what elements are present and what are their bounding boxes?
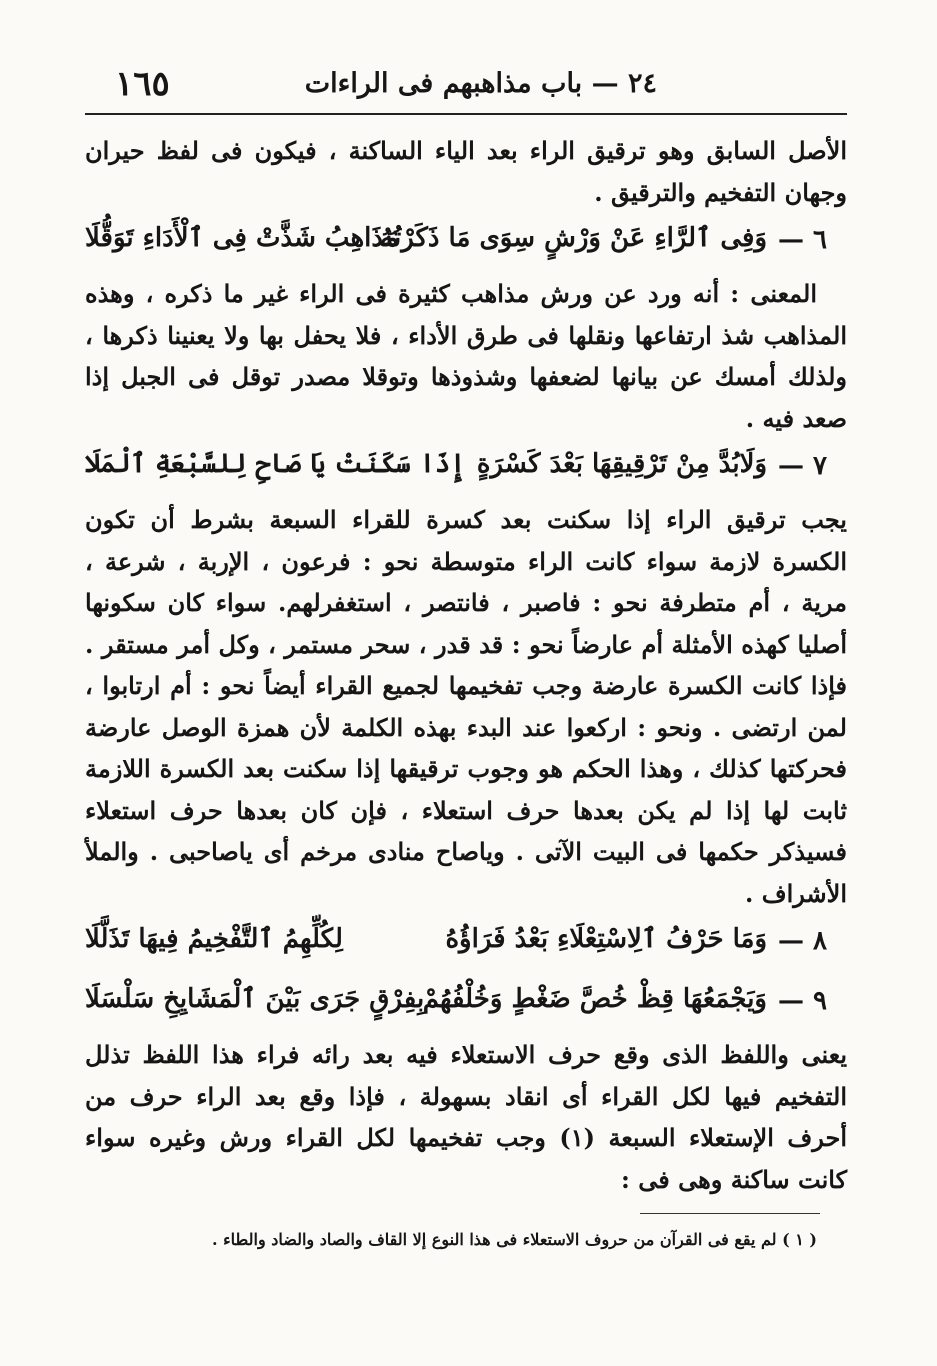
verse-6	[85, 213, 847, 273]
page-number: ١٦٥	[115, 64, 170, 104]
verse-8	[85, 914, 847, 974]
paragraph-meaning: المعنى : أنه ورد عن ورش مذاهب كثيرة فى الراء غير ما ذكره ، وهذه المذاهب شذ ارتفاعها ونقلها فى طرق الأداء ، فلا يحفل بها ولا يعنينا ذكرها ، ولذلك أمسك عن بيانها لضعفها وشذوذها وتوقلا مصدر توقل فى الجبل إذا صعد فيه .	[85, 279, 847, 433]
paragraph-continuation: الأصل السابق وهو ترقيق الراء بعد الياء الساكنة ، فيكون فى لفظ حيران وجهان التفخيم والترقيق .	[85, 136, 847, 207]
verse-first-hemistich: وَيَجْمَعُهَا قِظْ خُصَّ ضَغْطٍ وَخُلْفُهُمْ	[422, 984, 767, 1014]
verse-9	[85, 974, 847, 1034]
verse-number: ٨ —	[777, 926, 827, 956]
verse-first-hemistich: وَمَا حَرْفُ ٱلِاسْتِعْلَاءِ بَعْدُ فَرَاؤُهُ	[445, 924, 767, 954]
verse-second-hemistich: إِذَا سَكَنَتْ يَا صَاحِ لِلسَّبْعَةِ ٱلْمَلَا	[85, 449, 466, 479]
header-rule	[85, 113, 847, 115]
verse-first-hemistich: وَفِى ٱلرَّاءِ عَنْ وَرْشٍ سِوَى مَا ذَكَرْتُهُ	[380, 223, 767, 253]
verse-7	[85, 439, 847, 499]
page-body	[85, 130, 847, 1200]
verse-second-hemistich: بِفِرْقٍ جَرَى بَيْنَ ٱلْمَشَايِخِ سَلْسَلَا	[85, 984, 425, 1014]
verse-number: ٦ —	[777, 225, 827, 255]
verse-first-hemistich: وَلَابُدَّ مِنْ تَرْقِيقِهَا بَعْدَ كَسْرَةٍ	[476, 449, 767, 479]
verse-number: ٧ —	[777, 451, 827, 481]
footnote-rule	[640, 1213, 820, 1214]
verse-second-hemistich: لِكُلِّهِمُ ٱلتَّفْخِيمُ فِيهَا تَذَلَّلَا	[85, 924, 343, 954]
chapter-title: ٢٤ — باب مذاهبهم فى الراءات	[304, 68, 657, 99]
paragraph-explanation: يجب ترقيق الراء إذا سكنت بعد كسرة للقراء السبعة بشرط أن تكون الكسرة لازمة سواء كانت الراء متوسطة نحو : فرعون ، الإربة ، شرعة ، مرية ، أم متطرفة نحو : فاصبر ، فانتصر ، استغفرلهم. سواء كان سكونها أصليا كهذه الأمثلة أم عارضاً نحو : قد قدر ، سحر مستمر ، وكل أمر مستقر . فإذا كانت الكسرة عارضة وجب تفخيمها لجميع القراء أيضاً نحو : أم ارتابوا ، لمن ارتضى . ونحو : اركعوا عند البدء بهذه الكلمة لأن همزة الوصل عارضة فحركتها كذلك ، وهذا الحكم هو وجوب ترقيقها إذا سكنت بعد الكسرة اللازمة ثابت لها إذا لم يكن بعدها حرف استعلاء ، فإن كان بعدها حرف استعلاء فسيذكر حكمها فى البيت الآتى . وياصاح منادى مرخم أى ياصاحبى . والملأ الأشراف .	[85, 505, 848, 908]
verse-number: ٩ —	[777, 986, 827, 1016]
footnote: ( ١ ) لم يقع فى القرآن من حروف الاستعلاء فى هذا النوع إلا القاف والصاد والضاد والطاء .	[211, 1230, 817, 1249]
verse-second-hemistich: مَذَاهِبُ شَذَّتْ فِى ٱلْأَدَاءِ تَوَقُّلَا	[85, 223, 399, 253]
paragraph-final: يعنى واللفظ الذى وقع حرف الاستعلاء فيه بعد رائه فراء هذا اللفظ تذلل التفخيم فيها لكل القراء أى انقاد بسهولة ، فإذا وقع بعد الراء حرف من أحرف الإستعلاء السبعة (١) وجب تفخيمها لكل القراء ورش وغيره سواء كانت ساكنة وهى فى :	[85, 1040, 847, 1194]
page-header	[85, 62, 847, 112]
